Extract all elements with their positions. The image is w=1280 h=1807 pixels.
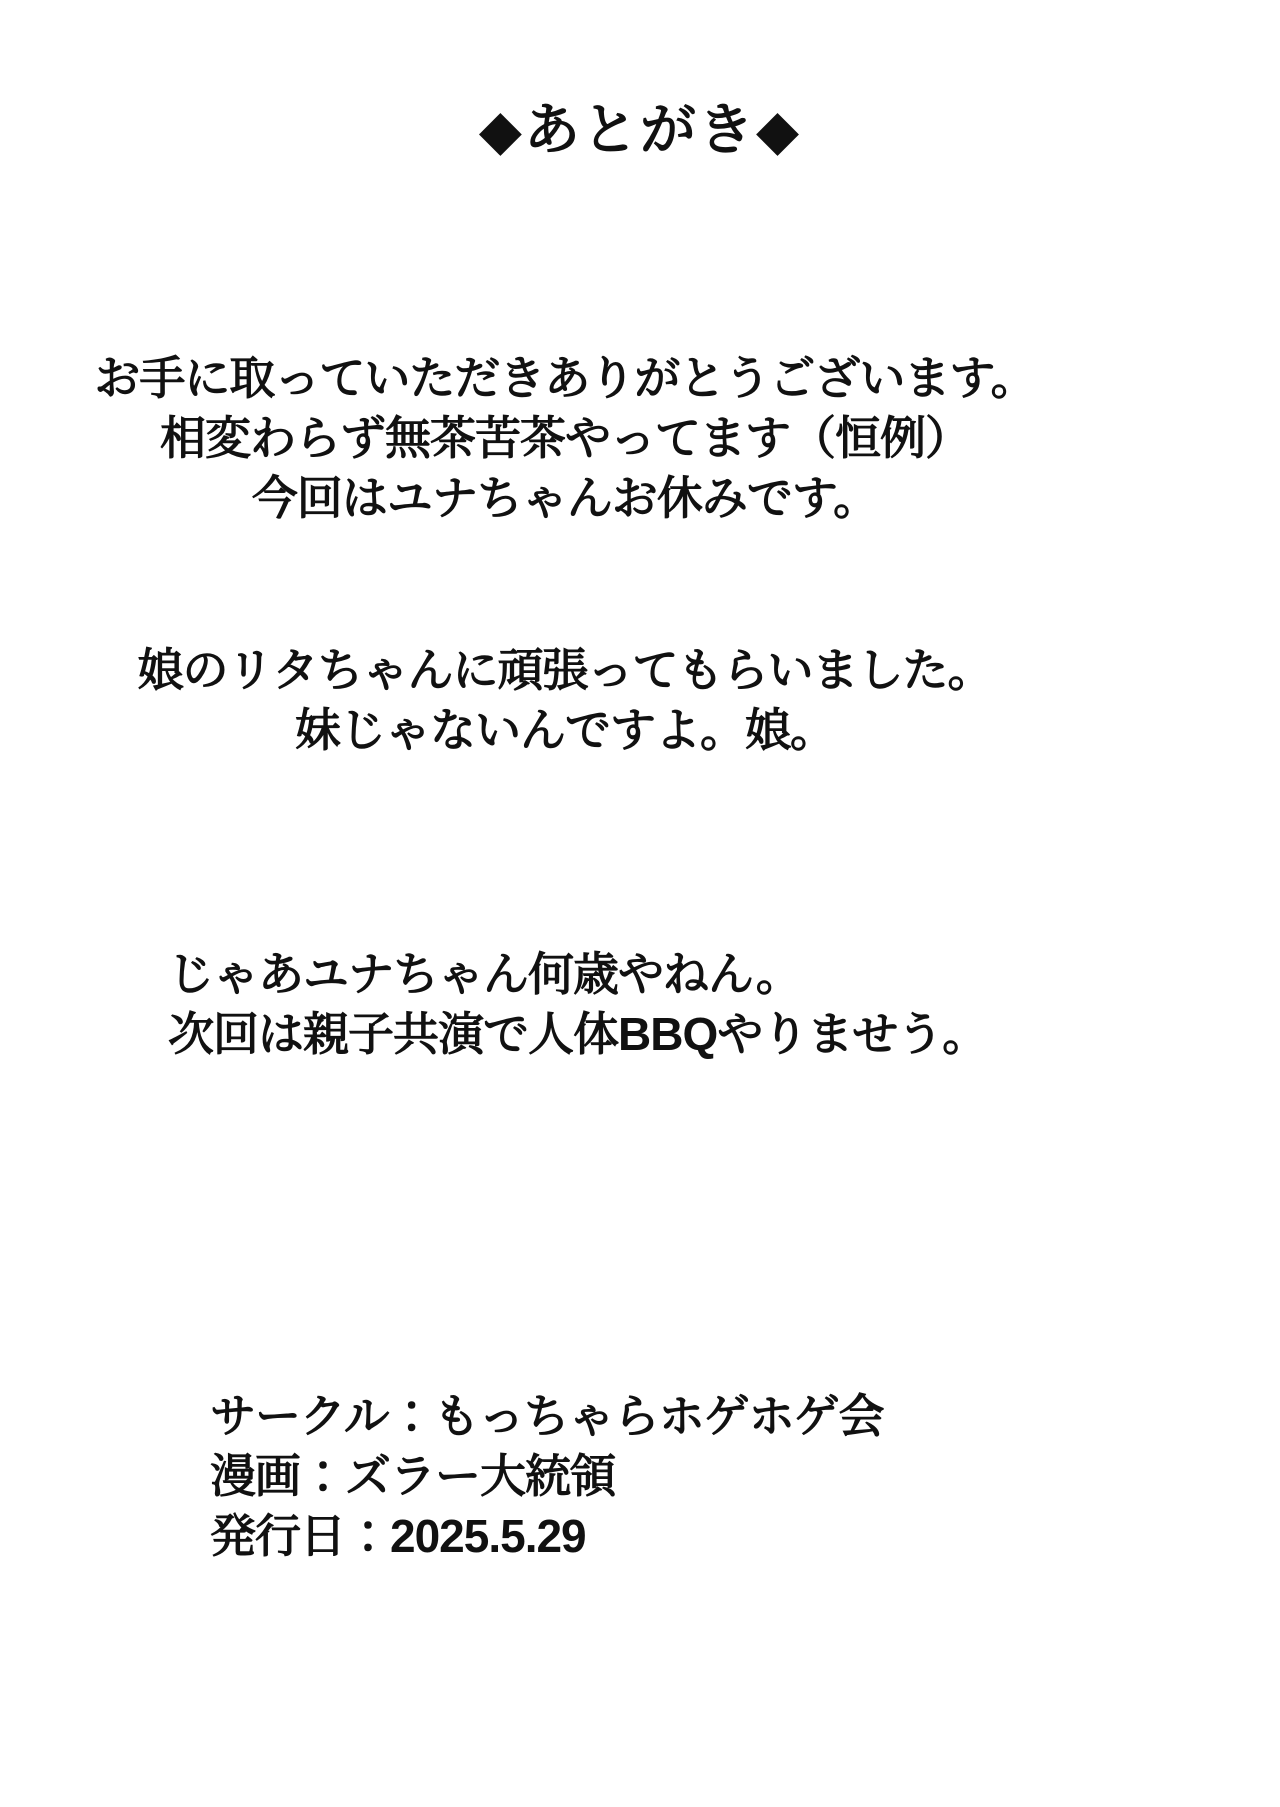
paragraph-line: お手に取っていただきありがとうございます。 (94, 352, 1036, 404)
paragraph-next-time (0, 944, 1280, 1064)
paragraph-line: 相変わらず無茶苦茶やってます（恒例） (160, 412, 970, 464)
credit-manga-artist: 漫画：ズラー大統領 (210, 1450, 615, 1502)
paragraph-line: 妹じゃないんですよ。娘。 (295, 704, 835, 756)
credit-publish-date: 発行日：2025.5.29 (210, 1510, 586, 1562)
credit-circle: サークル：もっちゃらホゲホゲ会 (210, 1390, 884, 1442)
paragraph-line: じゃあユナちゃん何歳やねん。 (168, 948, 801, 1000)
paragraph-line: 今回はユナちゃんお休みです。 (251, 472, 879, 524)
paragraph-daughter (0, 640, 1280, 760)
page-title: ◆あとがき◆ (478, 97, 802, 161)
paragraph-line: 娘のリタちゃんに頑張ってもらいました。 (137, 644, 993, 696)
paragraph-line: 次回は親子共演で人体BBQやりませう。 (168, 1008, 988, 1060)
paragraph-thanks (0, 348, 1280, 528)
credits-block (210, 1386, 884, 1566)
